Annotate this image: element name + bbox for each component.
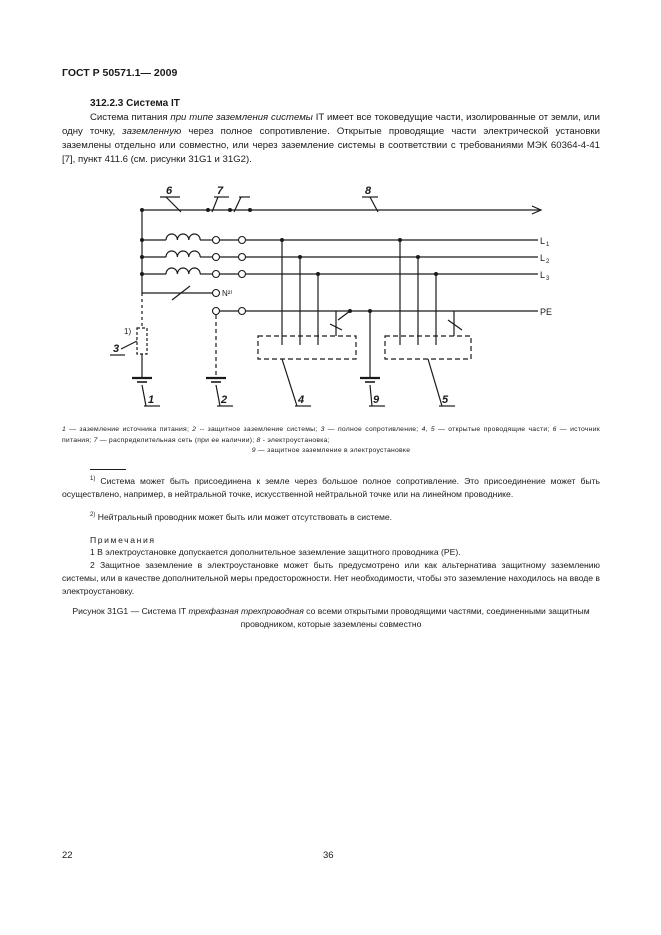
legend-text: — открытые проводящие части;: [434, 426, 553, 433]
note-2: [62, 559, 600, 598]
footnote-1: [62, 473, 600, 501]
para-text-2: IT имеет все токоведущие части, изолированные от земли, или одну точку,: [62, 112, 601, 137]
label-l3-sub: 3: [546, 276, 550, 282]
winding-l1: [166, 234, 200, 240]
legend-num: 6: [552, 426, 557, 433]
label-8: 8: [365, 185, 372, 197]
legend-num: 4, 5: [421, 426, 435, 433]
label-9: 9: [373, 394, 380, 406]
label-5: 5: [442, 394, 449, 406]
para-text-1: Система питания: [90, 112, 171, 123]
caption-prefix: Рисунок 31G1 — Система IT: [72, 606, 189, 616]
legend-text: — заземление источника питания;: [66, 426, 193, 433]
label-l3: L: [540, 270, 546, 280]
label-1: 1: [148, 394, 155, 406]
note-text: 2 Защитное заземление в электроустановке может быть предусмотрено или как альтернатива защитному заземлению системы, или в качестве дополнительной меры предосторожности. Нет необходимости, чтобы это заземление находилось на вводе в электроустановку.: [62, 560, 600, 596]
para-italic-1: при типе заземления системы: [170, 112, 313, 123]
label-l1: L: [540, 236, 546, 246]
figure-caption: [62, 605, 600, 631]
label-l1-sub: 1: [546, 242, 550, 248]
label-l2: L: [540, 253, 546, 263]
legend-text: — распределительная сеть (при ее наличии);: [97, 436, 257, 444]
it-system-diagram: [0, 0, 661, 420]
notes-heading: Примечания: [90, 535, 156, 545]
legend-num: 9: [251, 447, 256, 454]
para-text-3: через полное сопротивление. Открытые проводящие части электрической установки заземлены отдельно или совместно, или через заземление системы в соответствии с требованиями МЭК 60364-4-41 [7], пункт 411.6 (см. рисунки 31G1 и 31G2).: [62, 126, 600, 165]
page-number-center: 36: [323, 850, 334, 861]
label-7: 7: [217, 185, 224, 197]
label-2: 2: [221, 394, 228, 406]
section-title: 312.2.3 Система IT: [90, 98, 180, 109]
document-header: ГОСТ Р 50571.1— 2009: [62, 67, 178, 79]
label-pe: PE: [540, 307, 553, 317]
legend-text: — полное сопротивление;: [324, 426, 422, 433]
label-3: 3: [113, 343, 120, 355]
legend-text: - электроустановка;: [260, 436, 330, 444]
para-italic-2: заземленную: [122, 126, 182, 137]
caption-italic: трехфазная трехпроводная: [188, 606, 304, 616]
footnote-mark: 1): [90, 476, 96, 482]
label-6: 6: [166, 185, 173, 197]
caption-rest: со всеми открытыми проводящими частями, соединенными защитным проводником, которые заземлены совместно: [240, 606, 590, 629]
label-footnote-1: 1): [124, 327, 132, 336]
impedance-box: [137, 328, 147, 354]
label-neutral: N²⁾: [222, 289, 233, 298]
legend-text: -- защитное заземление системы;: [196, 426, 321, 433]
footnote-mark: 2): [90, 512, 96, 518]
note-1: [62, 546, 600, 559]
legend-num: 1: [62, 426, 67, 433]
note-text: 1 В электроустановке допускается дополнительное заземление защитного проводника (PE).: [90, 547, 461, 557]
figure-legend: [62, 425, 600, 457]
label-4: 4: [298, 394, 305, 406]
exposed-part-5: [385, 336, 471, 359]
page-number-left: 22: [62, 850, 73, 861]
footnote-2: [62, 509, 600, 524]
legend-num: 2: [192, 426, 197, 433]
footnote-text: Система может быть присоединена к земле через большое полное сопротивление. Это присоединение может быть осуществлено, например, в нейтральной точке, искусственной нейтральной точке или на линейном проводнике.: [62, 475, 600, 499]
footnote-divider: [90, 469, 126, 470]
exposed-part-4: [258, 336, 356, 359]
legend-text: — защитное заземление в электроустановке: [255, 447, 411, 454]
label-l2-sub: 2: [546, 259, 550, 265]
legend-num: 7: [93, 436, 98, 444]
winding-l2: [166, 251, 200, 257]
legend-num: 3: [320, 426, 325, 433]
legend-text: — источник питания;: [62, 426, 600, 444]
legend-num: 8: [256, 436, 261, 444]
footnote-text: Нейтральный проводник может быть или может отсутствовать в системе.: [95, 511, 393, 522]
winding-l3: [166, 268, 200, 274]
